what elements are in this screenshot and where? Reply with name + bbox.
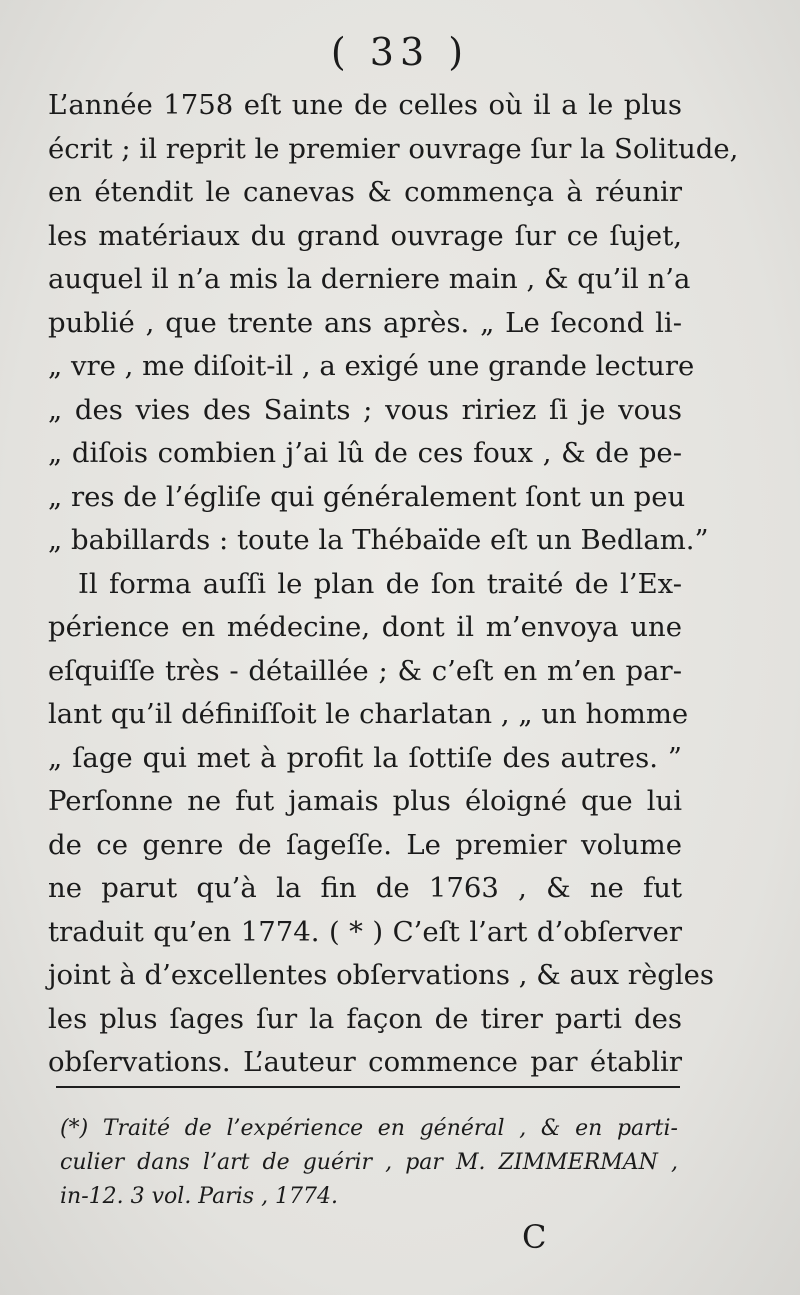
body-line: périence en médecine, dont il m’envoya une [48, 611, 682, 643]
body-line: publié , que trente ans après. „ Le ſecond li- [48, 306, 682, 339]
footnote-rule [56, 1086, 680, 1088]
footnote-line: culier dans l’art de guérir , par M. ZIMMERMAN , [60, 1150, 678, 1175]
body-line: lant qu’il définiſſoit le charlatan , „ un homme [48, 698, 689, 730]
body-line: „ des vies des Saints ; vous ririez ſi je vous [48, 393, 682, 426]
body-line: ne parut qu’à la fin de 1763 , & ne fut [48, 872, 682, 904]
body-line: obſervations. L’auteur commence par établir [48, 1046, 682, 1078]
body-text [48, 84, 739, 1085]
body-line: de ce genre de ſageſſe. Le premier volume [48, 828, 682, 861]
body-line: les matériaux du grand ouvrage ſur ce ſujet, [48, 219, 682, 252]
footnote-line: in-12. 3 vol. Paris , 1774. [60, 1184, 339, 1209]
body-line: „ ſage qui met à profit la ſottiſe des autres. ” [48, 741, 682, 774]
body-line: „ babillards : toute la Thébaïde eſt un Bedlam.” [48, 524, 709, 556]
page-number-header: ( 33 ) [330, 30, 470, 74]
body-line: eſquiſſe très - détaillée ; & c’eſt en m’en par- [48, 654, 682, 687]
signature-mark: C [522, 1218, 547, 1256]
body-line: les plus ſages ſur la façon de tirer parti des [48, 1002, 682, 1035]
body-line: joint à d’excellentes obſervations , & aux règles [48, 959, 715, 991]
body-line: Perſonne ne fut jamais plus éloigné que lui [48, 785, 682, 817]
body-line: L’année 1758 eſt une de celles où il a le plus [48, 89, 682, 121]
body-line: „ diſois combien j’ai lû de ces foux , & de pe- [48, 437, 682, 469]
body-line: Il forma auſſi le plan de ſon traité de l’Ex- [78, 567, 682, 600]
footnote [60, 1112, 678, 1214]
body-line: auquel il n’a mis la derniere main , & qu’il n’a [48, 263, 691, 295]
body-line: en étendit le canevas & commença à réunir [48, 176, 682, 208]
body-line: écrit ; il reprit le premier ouvrage ſur la Solitude, [48, 132, 739, 165]
body-line: „ res de l’égliſe qui généralement ſont un peu [48, 480, 686, 513]
footnote-line: (*) Traité de l’expérience en général , & en parti- [60, 1116, 678, 1141]
body-line: traduit qu’en 1774. ( * ) C’eſt l’art d’obſerver [48, 915, 682, 948]
body-line: „ vre , me diſoit-il , a exigé une grande lecture [48, 350, 695, 382]
